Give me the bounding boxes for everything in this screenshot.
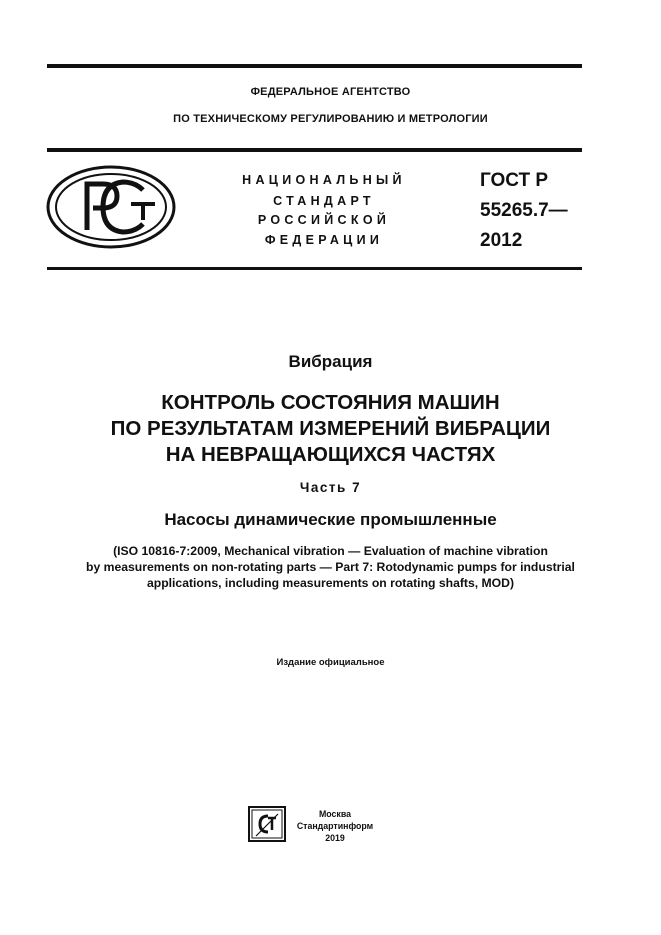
standard-word-3: РОССИЙСКОЙ	[257, 213, 391, 227]
standard-word-2: СТАНДАРТ	[273, 194, 375, 208]
standard-rule	[47, 267, 582, 270]
topic-title: Вибрация	[288, 352, 373, 371]
publisher-name: Стандартинформ	[296, 821, 374, 831]
gost-number-line-3: 2012	[480, 230, 523, 251]
rst-logo-icon	[45, 164, 177, 250]
header-rule	[47, 148, 582, 152]
agency-line-1: ФЕДЕРАЛЬНОЕ АГЕНТСТВО	[250, 86, 411, 98]
main-title-line-1: КОНТРОЛЬ СОСТОЯНИЯ МАШИН	[161, 391, 500, 414]
top-rule	[47, 64, 582, 68]
gost-number-line-2: 55265.7—	[480, 200, 568, 221]
standard-word-4: ФЕДЕРАЦИИ	[264, 233, 384, 247]
iso-line-1: (ISO 10816-7:2009, Mechanical vibration — Evaluation of machine vibration	[113, 544, 548, 558]
subtitle: Насосы динамические промышленные	[164, 510, 497, 529]
agency-line-2: ПО ТЕХНИЧЕСКОМУ РЕГУЛИРОВАНИЮ И МЕТРОЛОГИИ	[173, 113, 488, 125]
main-title-line-3: НА НЕВРАЩАЮЩИХСЯ ЧАСТЯХ	[165, 443, 496, 466]
iso-line-3: applications, including measurements on rotating shafts, MOD)	[146, 576, 515, 590]
publisher-city: Москва	[318, 809, 352, 819]
part-label: Часть 7	[299, 480, 362, 495]
iso-reference	[0, 543, 661, 591]
edition-label: Издание официальное	[276, 657, 385, 668]
iso-line-2: by measurements on non-rotating parts — Part 7: Rotodynamic pumps for industrial	[86, 560, 575, 574]
gost-number-line-1: ГОСТ Р	[480, 170, 549, 191]
publisher-block	[275, 808, 395, 844]
main-title	[0, 390, 661, 468]
standard-word-1: НАЦИОНАЛЬНЫЙ	[242, 173, 406, 187]
gost-number	[480, 166, 568, 256]
main-title-line-2: ПО РЕЗУЛЬТАТАМ ИЗМЕРЕНИЙ ВИБРАЦИИ	[110, 417, 551, 440]
publisher-year: 2019	[325, 833, 345, 843]
